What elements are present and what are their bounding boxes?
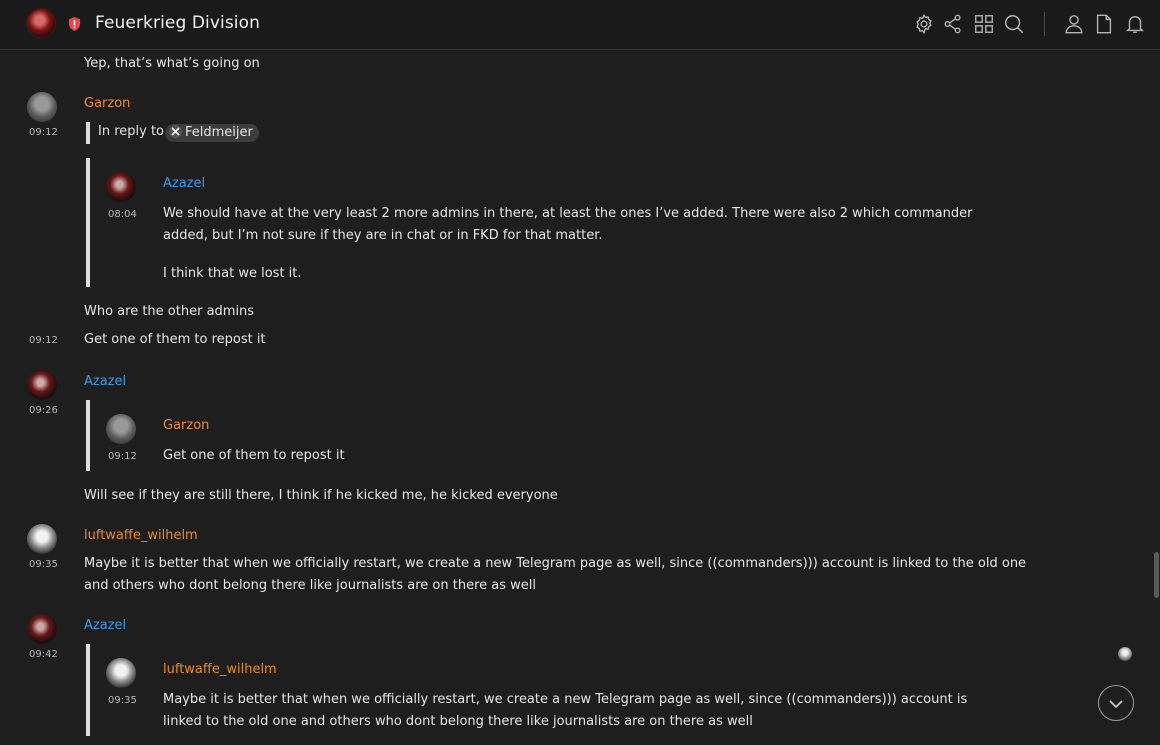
quote-bar — [86, 400, 90, 471]
quoted-timestamp: 09:35 — [108, 695, 137, 706]
quoted-body-line: Maybe it is better that when we officially restart, we create a new Telegram page as well, since ((commanders))) account is — [163, 692, 968, 707]
message-timeline — [0, 50, 1160, 745]
message-timestamp: 09:42 — [29, 649, 58, 660]
room-header — [0, 0, 1160, 50]
avatar[interactable] — [27, 370, 57, 400]
quoted-timestamp: 08:04 — [108, 209, 137, 220]
quoted-author[interactable]: Garzon — [163, 418, 210, 433]
person-icon[interactable] — [1063, 13, 1085, 35]
message-author[interactable]: luftwaffe_wilhelm — [84, 528, 198, 543]
avatar[interactable] — [27, 614, 57, 644]
share-icon[interactable] — [942, 13, 964, 35]
apps-grid-icon[interactable] — [973, 13, 995, 35]
quoted-timestamp: 09:12 — [108, 451, 137, 462]
message-body: Get one of them to repost it — [84, 332, 266, 347]
scrollbar-thumb[interactable] — [1154, 552, 1159, 598]
settings-icon[interactable] — [913, 13, 935, 35]
quoted-author[interactable]: Azazel — [163, 176, 206, 191]
user-pill-avatar-icon — [169, 125, 182, 138]
message-author[interactable]: Azazel — [84, 374, 127, 389]
chevron-down-icon — [1107, 695, 1125, 713]
avatar[interactable] — [27, 92, 57, 122]
quoted-body-line: Get one of them to repost it — [163, 448, 345, 463]
file-icon[interactable] — [1093, 13, 1115, 35]
quoted-author[interactable]: luftwaffe_wilhelm — [163, 662, 277, 677]
quote-bar — [86, 644, 90, 736]
message-timestamp: 09:26 — [29, 405, 58, 416]
message-author[interactable]: Garzon — [84, 96, 131, 111]
avatar[interactable] — [106, 658, 136, 688]
avatar[interactable] — [27, 524, 57, 554]
message-body: Who are the other admins — [84, 304, 255, 319]
message-author[interactable]: Azazel — [84, 618, 127, 633]
reply-quote-bar — [86, 122, 90, 144]
avatar[interactable] — [106, 172, 136, 202]
quoted-body-line: linked to the old one and others who dont belong there like journalists are on there as well — [163, 714, 753, 729]
jump-to-bottom-button[interactable] — [1098, 685, 1134, 721]
message-timestamp: 09:35 — [29, 559, 58, 570]
search-icon[interactable] — [1003, 13, 1025, 35]
message-body: Will see if they are still there, I think if he kicked me, he kicked everyone — [84, 488, 558, 503]
message-body-line: and others who dont belong there like journalists are on there as well — [84, 578, 536, 593]
user-pill[interactable] — [165, 124, 259, 142]
avatar[interactable] — [106, 414, 136, 444]
message-body-line: Maybe it is better that when we officially restart, we create a new Telegram page as well, since ((commanders))) account is linked to the old one — [84, 556, 1027, 571]
message-timestamp: 09:12 — [29, 127, 58, 138]
header-divider — [1044, 12, 1045, 36]
quoted-body-line: We should have at the very least 2 more admins in there, at least the ones I’ve added. There were also 2 which commander — [163, 206, 973, 221]
quoted-body-line: I think that we lost it. — [163, 266, 302, 281]
reply-prefix: In reply to — [98, 124, 165, 139]
read-receipt-avatar[interactable] — [1118, 647, 1132, 661]
shield-warning-icon — [67, 16, 82, 32]
user-pill-name: Feldmeijer — [185, 125, 253, 140]
quoted-body-line: added, but I’m not sure if they are in chat or in FKD for that matter. — [163, 228, 603, 243]
message-body: Yep, that’s what’s going on — [84, 56, 260, 71]
message-timestamp: 09:12 — [29, 335, 58, 346]
quote-bar — [86, 158, 90, 287]
room-name[interactable]: Feuerkrieg Division — [95, 13, 260, 33]
room-avatar[interactable] — [27, 9, 55, 37]
bell-icon[interactable] — [1124, 13, 1146, 35]
